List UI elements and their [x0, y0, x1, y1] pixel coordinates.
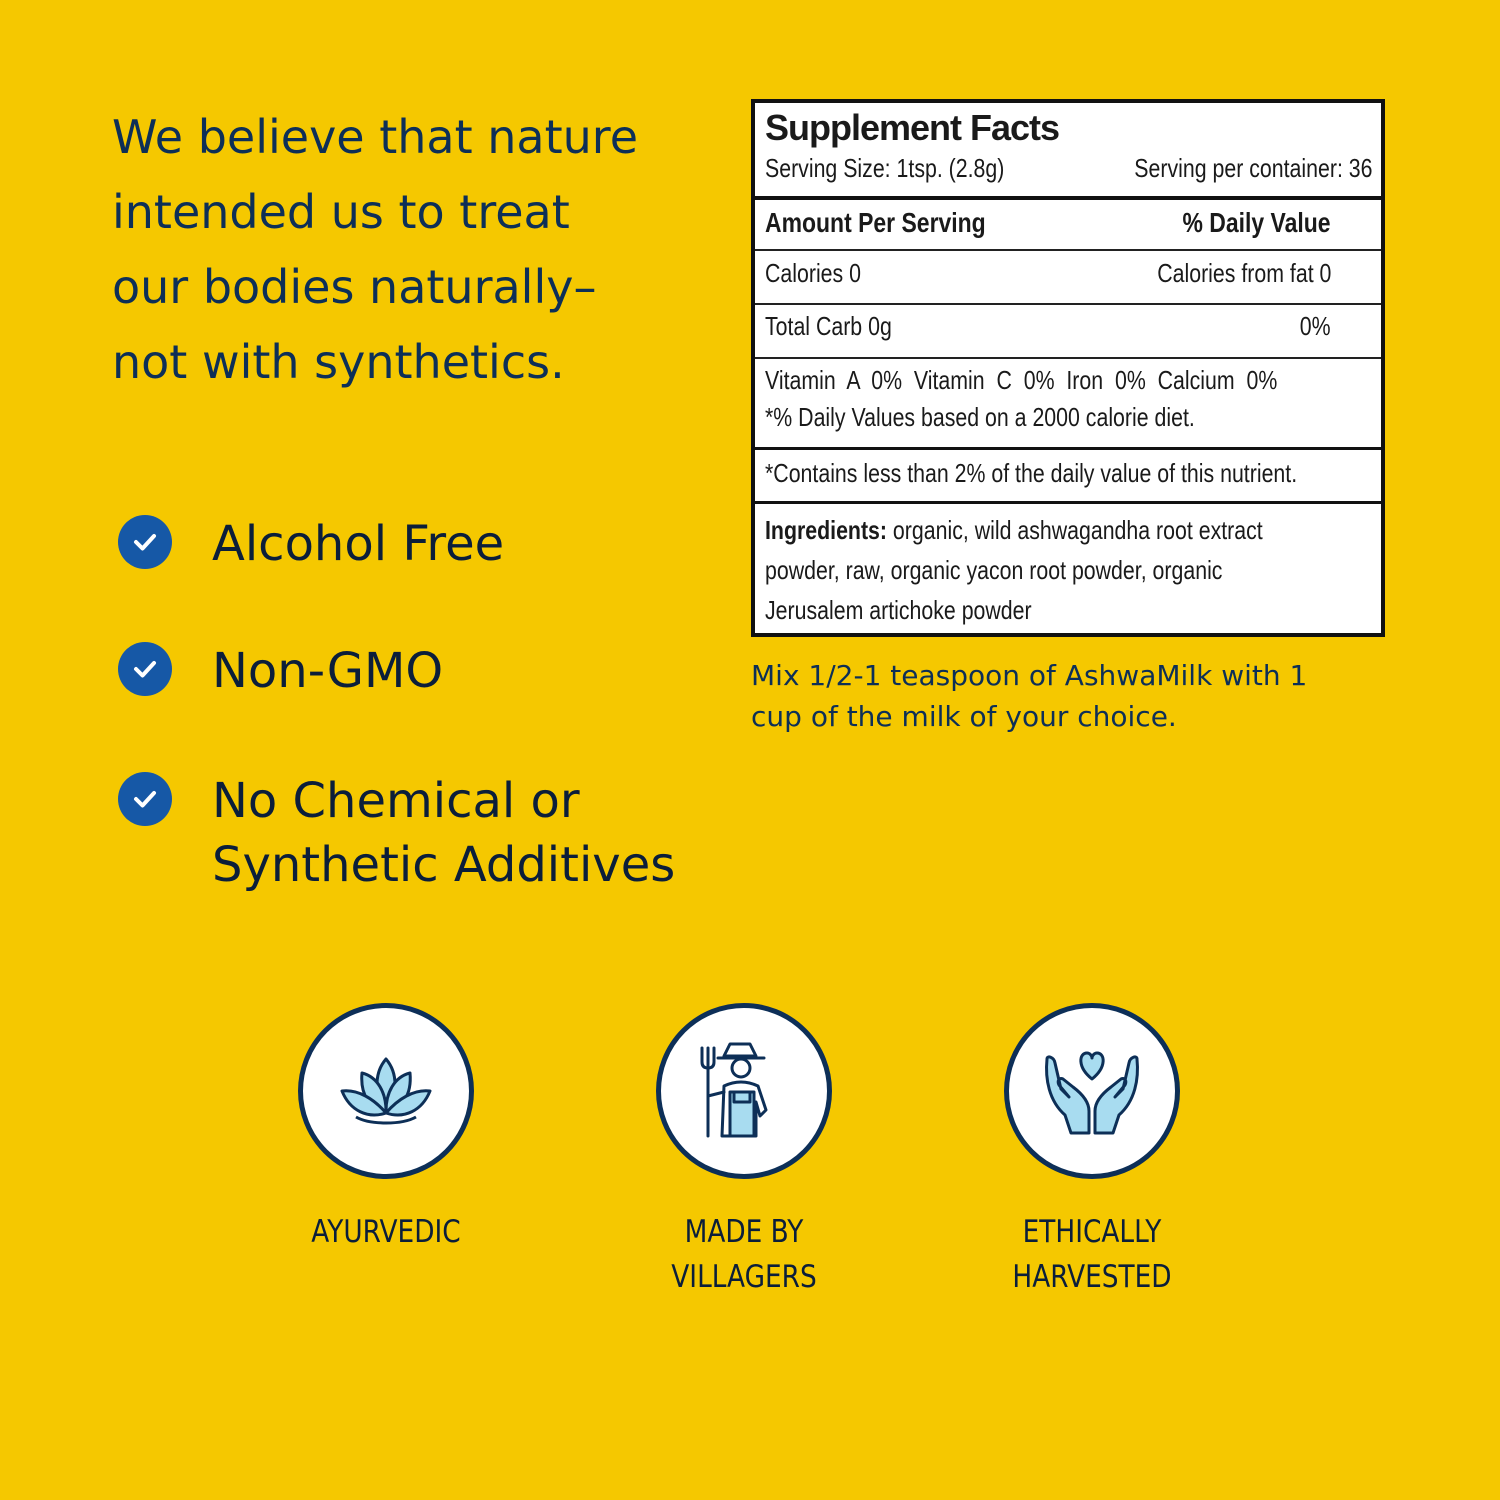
ingredients-label: Ingredients: [765, 515, 888, 545]
servings-per-container: Serving per container: 36 [1134, 153, 1373, 183]
feature-non-gmo [118, 642, 443, 703]
heart-hands-icon [1037, 1041, 1147, 1141]
ingredients [765, 510, 1355, 630]
villagers-label: MADE BY VILLAGERS [671, 1214, 817, 1295]
ingredients-text: organic, wild ashwagandha root extract [887, 515, 1263, 545]
headline-line: our bodies naturally– [112, 260, 597, 314]
check-circle-icon [118, 642, 172, 696]
headline-line: not with synthetics. [112, 335, 565, 389]
feature-label: No Chemical or Synthetic Additives [212, 773, 676, 893]
contains-note: *Contains less than 2% of the daily value of this nutrient. [765, 458, 1298, 488]
divider [755, 303, 1381, 305]
divider [755, 447, 1381, 450]
daily-value-header: % Daily Value [1182, 207, 1331, 238]
divider [755, 249, 1381, 251]
total-carb-dv: 0% [1300, 311, 1331, 341]
amount-per-serving-header: Amount Per Serving [765, 207, 986, 238]
divider [755, 501, 1381, 504]
daily-values-note: *% Daily Values based on a 2000 calorie diet. [765, 402, 1195, 432]
mix-instructions: Mix 1/2-1 teaspoon of AshwaMilk with 1 cup of the milk of your choice. [751, 659, 1308, 733]
farmer-icon [694, 1036, 794, 1146]
vitamins-row: Vitamin A 0% Vitamin C 0% Iron 0% Calcium 0% [765, 365, 1278, 395]
ayurvedic-label: AYURVEDIC [311, 1214, 461, 1250]
ayurvedic-badge [298, 1003, 474, 1179]
feature-alcohol-free [118, 515, 504, 576]
ethically-harvested-label: ETHICALLY HARVESTED [1012, 1214, 1172, 1295]
divider [755, 196, 1381, 200]
supplement-facts-panel [751, 99, 1385, 637]
total-carb: Total Carb 0g [765, 311, 892, 341]
headline-line: intended us to treat [112, 185, 570, 239]
ingredients-text: powder, raw, organic yacon root powder, organic [765, 555, 1223, 585]
supplement-facts-title: Supplement Facts [765, 107, 1060, 148]
feature-label: Non-GMO [212, 643, 444, 699]
check-circle-icon [118, 515, 172, 569]
feature-label: Alcohol Free [212, 516, 505, 572]
headline-line: We believe that nature [112, 110, 638, 164]
calories-from-fat: Calories from fat 0 [1156, 258, 1331, 288]
lotus-icon [334, 1051, 438, 1131]
villagers-badge [656, 1003, 832, 1179]
calories: Calories 0 [765, 258, 861, 288]
ethically-harvested-badge [1004, 1003, 1180, 1179]
headline [112, 100, 712, 400]
check-circle-icon [118, 772, 172, 826]
feature-no-additives [118, 772, 675, 897]
serving-size: Serving Size: 1tsp. (2.8g) [765, 153, 1005, 183]
divider [755, 357, 1381, 359]
ingredients-text: Jerusalem artichoke powder [765, 595, 1032, 625]
